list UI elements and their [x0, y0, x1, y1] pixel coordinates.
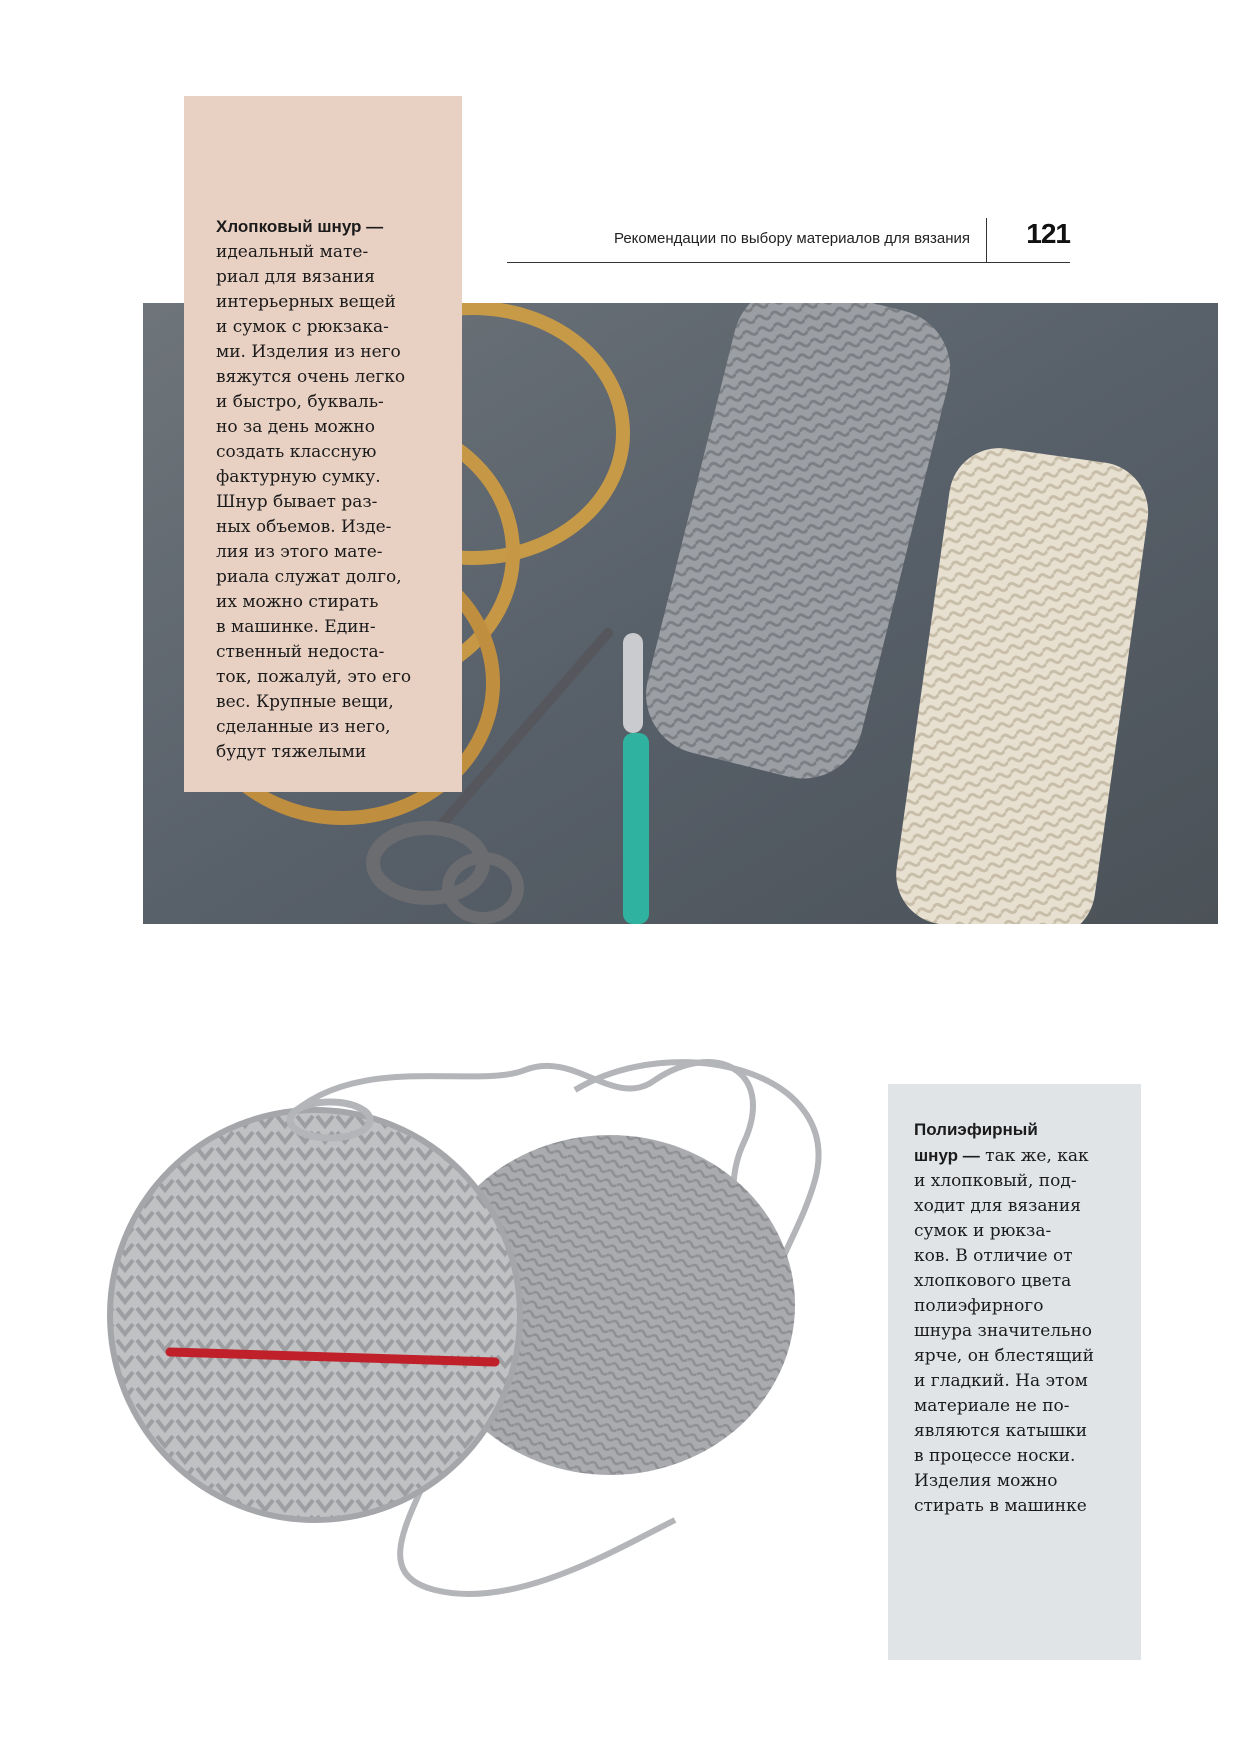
cotton-line: сделанные из него,	[216, 717, 391, 737]
polyester-line: в процессе носки.	[914, 1446, 1076, 1466]
polyester-cord-term: Полиэфирный	[914, 1120, 1038, 1139]
polyester-line: являются катышки	[914, 1421, 1088, 1441]
cotton-line: вес. Крупные вещи,	[216, 692, 394, 712]
polyester-line: Изделия можно	[914, 1471, 1058, 1491]
polyester-cord-photo	[55, 1050, 895, 1610]
running-head-separator	[986, 218, 988, 262]
cotton-line: в машинке. Един-	[216, 617, 376, 637]
cotton-line: и быстро, букваль-	[216, 392, 384, 412]
cotton-line: ми. Изделия из него	[216, 342, 401, 362]
cotton-line: лия из этого мате-	[216, 542, 383, 562]
cotton-line: идеальный мате-	[216, 242, 369, 262]
cotton-line: риал для вязания	[216, 267, 376, 287]
polyester-cord-sidebar	[888, 1084, 1141, 1660]
cotton-cord-sidebar	[184, 96, 462, 792]
polyester-line: стирать в машинке	[914, 1496, 1087, 1516]
cotton-line: создать классную	[216, 442, 377, 462]
cotton-line: Шнур бывает раз-	[216, 492, 378, 512]
cotton-line: вяжутся очень легко	[216, 367, 406, 387]
polyester-line: полиэфирного	[914, 1296, 1044, 1316]
cotton-line: их можно стирать	[216, 592, 379, 612]
polyester-line: ходит для вязания	[914, 1196, 1081, 1216]
running-head	[507, 218, 1070, 263]
cotton-line: ственный недоста-	[216, 642, 385, 662]
cotton-line: и сумок с рюкзака-	[216, 317, 389, 337]
page-number: 121	[1026, 218, 1070, 249]
cotton-line: будут тяжелыми	[216, 742, 367, 762]
cotton-line: ных объемов. Изде-	[216, 517, 392, 537]
polyester-line: шнура значительно	[914, 1321, 1092, 1341]
polyester-line: хлопкового цвета	[914, 1271, 1072, 1291]
polyester-line: ярче, он блестящий	[914, 1346, 1094, 1366]
polyester-line: сумок и рюкза-	[914, 1221, 1052, 1241]
polyester-line: и хлопковый, под-	[914, 1171, 1077, 1191]
polyester-line: материале не по-	[914, 1396, 1070, 1416]
cotton-line: но за день можно	[216, 417, 375, 437]
cotton-line: риала служат долго,	[216, 567, 402, 587]
polyester-line: и гладкий. На этом	[914, 1371, 1088, 1391]
cotton-line: интерьерных вещей	[216, 292, 396, 312]
cotton-cord-term: Хлопковый шнур —	[216, 217, 384, 236]
polyester-line: ков. В отличие от	[914, 1246, 1073, 1266]
polyester-line: шнур — так же, как	[914, 1146, 1089, 1166]
cotton-line: ток, пожалуй, это его	[216, 667, 412, 687]
running-title: Рекомендации по выбору материалов для вязания	[613, 230, 970, 247]
cotton-line: фактурную сумку.	[216, 467, 381, 487]
